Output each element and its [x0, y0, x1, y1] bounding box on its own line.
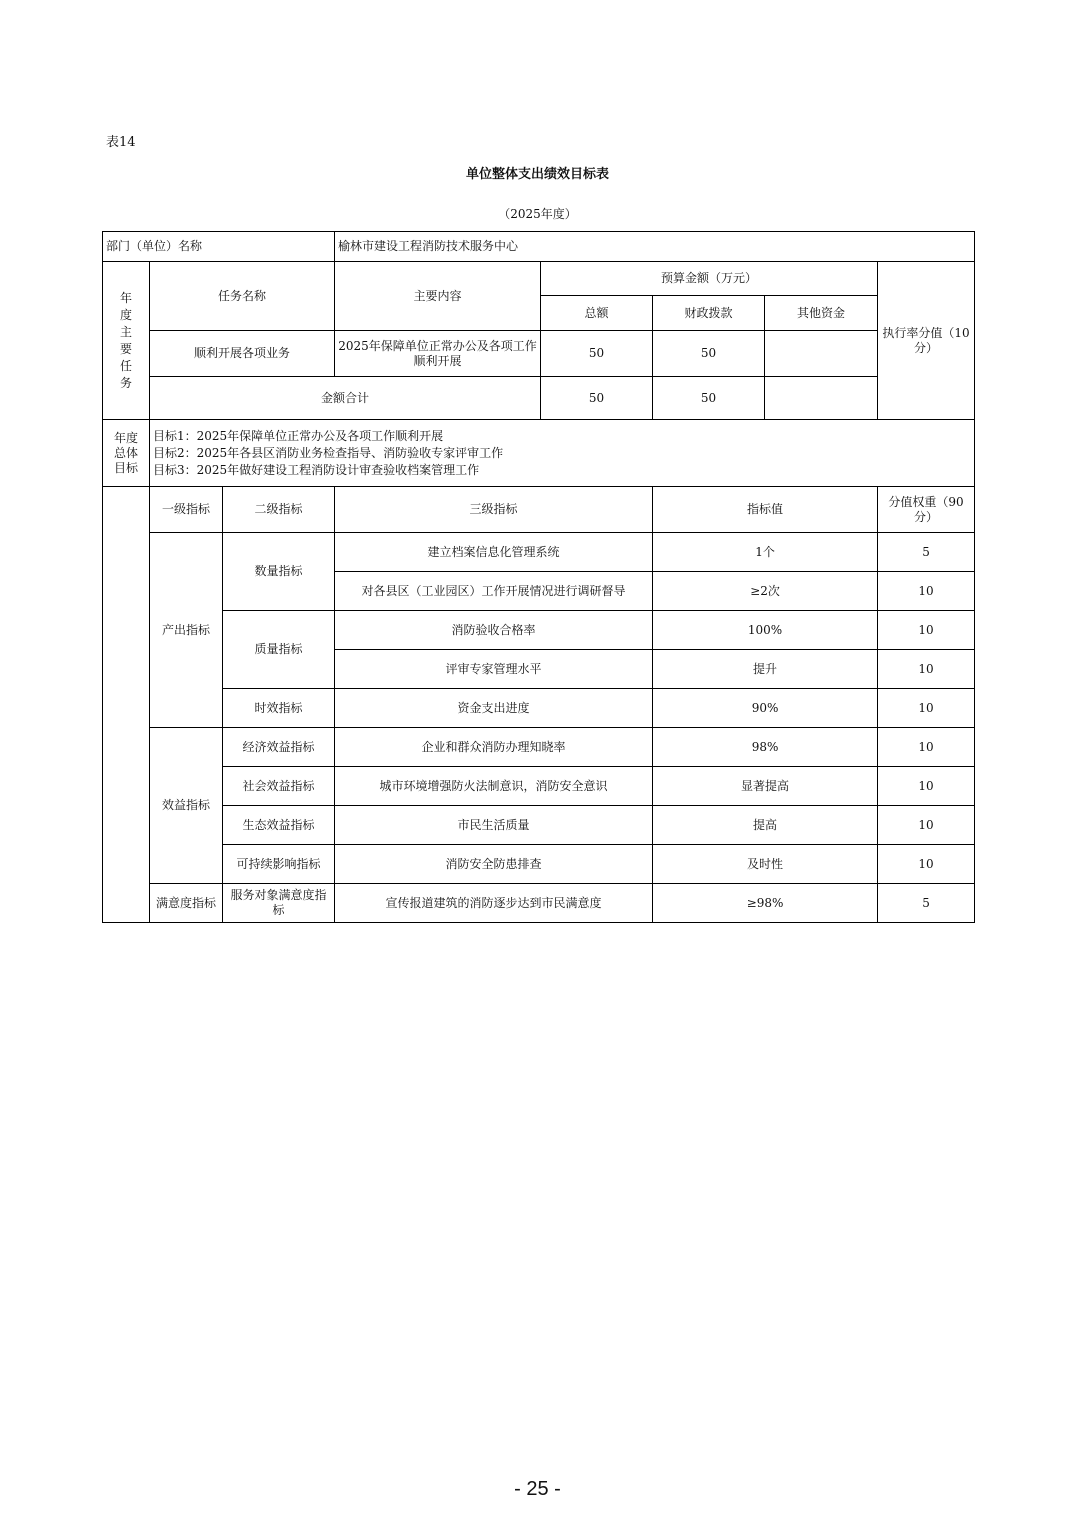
level3-cell: 市民生活质量 [335, 806, 653, 845]
unit-label: 部门（单位）名称 [103, 232, 335, 262]
task-name: 顺利开展各项业务 [150, 331, 335, 377]
weight-header: 分值权重（90分） [878, 487, 975, 533]
task-other [765, 331, 878, 377]
indicator-row [103, 806, 975, 845]
annual-tasks-section [103, 262, 150, 420]
level3-header: 三级指标 [335, 487, 653, 533]
value-cell: 提高 [653, 806, 878, 845]
level3-cell: 资金支出进度 [335, 689, 653, 728]
fiscal-header: 财政拨款 [653, 296, 765, 331]
sum-label: 金额合计 [150, 377, 541, 420]
level3-cell: 消防验收合格率 [335, 611, 653, 650]
goals-row [103, 420, 975, 487]
weight-cell: 10 [878, 650, 975, 689]
other-funds-header: 其他资金 [765, 296, 878, 331]
benefit-indicator-group: 效益指标 [150, 728, 223, 884]
annual-tasks-label: 年度主要任务 [119, 290, 132, 390]
page-number: - 25 - [514, 1478, 561, 1500]
level3-cell: 企业和群众消防办理知晓率 [335, 728, 653, 767]
indicator-row [103, 728, 975, 767]
table-number-label: 表14 [106, 135, 136, 150]
task-fiscal: 50 [653, 331, 765, 377]
task-name-header: 任务名称 [150, 262, 335, 331]
value-cell: 1个 [653, 533, 878, 572]
budget-header: 预算金额（万元） [541, 262, 878, 296]
sustainable-indicator-group: 可持续影响指标 [223, 845, 335, 884]
goal-item: 目标3：2025年做好建设工程消防设计审查验收档案管理工作 [153, 462, 480, 477]
level3-cell: 对各县区（工业园区）工作开展情况进行调研督导 [335, 572, 653, 611]
document-title: 单位整体支出绩效目标表 [465, 167, 609, 182]
service-satisfaction-indicator-group: 服务对象满意度指标 [223, 884, 335, 923]
indicator-row [103, 611, 975, 650]
value-header: 指标值 [653, 487, 878, 533]
weight-cell: 10 [878, 611, 975, 650]
annual-goals-label: 年度总体目标 [113, 430, 138, 475]
unit-value: 榆林市建设工程消防技术服务中心 [335, 232, 975, 262]
quantity-indicator-group: 数量指标 [223, 533, 335, 611]
value-cell: 及时性 [653, 845, 878, 884]
indicator-row [103, 533, 975, 572]
level3-cell: 消防安全防患排查 [335, 845, 653, 884]
annual-goals-content [150, 420, 975, 487]
sum-total: 50 [541, 377, 653, 420]
year-subtitle: （2025年度） [498, 207, 577, 221]
indicator-section-blank [103, 487, 150, 923]
social-indicator-group: 社会效益指标 [223, 767, 335, 806]
ecological-indicator-group: 生态效益指标 [223, 806, 335, 845]
task-total: 50 [541, 331, 653, 377]
value-cell: 98% [653, 728, 878, 767]
quality-indicator-group: 质量指标 [223, 611, 335, 689]
annual-goals-section [103, 420, 150, 487]
level1-header: 一级指标 [150, 487, 223, 533]
value-cell: ≥2次 [653, 572, 878, 611]
indicator-row [103, 884, 975, 923]
exec-rate-header: 执行率分值（10分） [878, 262, 975, 420]
level3-cell: 宣传报道建筑的消防逐步达到市民满意度 [335, 884, 653, 923]
sum-fiscal: 50 [653, 377, 765, 420]
goal-item: 目标2：2025年各县区消防业务检查指导、消防验收专家评审工作 [153, 445, 504, 460]
sum-other [765, 377, 878, 420]
weight-cell: 10 [878, 689, 975, 728]
weight-cell: 10 [878, 845, 975, 884]
value-cell: ≥98% [653, 884, 878, 923]
satisfaction-indicator-group: 满意度指标 [150, 884, 223, 923]
unit-row [103, 232, 975, 262]
indicator-row [103, 845, 975, 884]
output-indicator-group: 产出指标 [150, 533, 223, 728]
value-cell: 90% [653, 689, 878, 728]
weight-cell: 10 [878, 572, 975, 611]
task-header-row [103, 262, 975, 296]
weight-cell: 5 [878, 884, 975, 923]
indicator-row [103, 689, 975, 728]
weight-cell: 10 [878, 728, 975, 767]
performance-target-table [102, 231, 975, 923]
level3-cell: 城市环境增强防火法制意识，消防安全意识 [335, 767, 653, 806]
economic-indicator-group: 经济效益指标 [223, 728, 335, 767]
level3-cell: 建立档案信息化管理系统 [335, 533, 653, 572]
value-cell: 100% [653, 611, 878, 650]
task-sum-row [103, 377, 975, 420]
indicator-row [103, 767, 975, 806]
total-header: 总额 [541, 296, 653, 331]
weight-cell: 10 [878, 767, 975, 806]
value-cell: 提升 [653, 650, 878, 689]
level2-header: 二级指标 [223, 487, 335, 533]
weight-cell: 5 [878, 533, 975, 572]
value-cell: 显著提高 [653, 767, 878, 806]
main-content-header: 主要内容 [335, 262, 541, 331]
task-content: 2025年保障单位正常办公及各项工作顺利开展 [335, 331, 541, 377]
level3-cell: 评审专家管理水平 [335, 650, 653, 689]
indicator-header-row [103, 487, 975, 533]
goal-item: 目标1：2025年保障单位正常办公及各项工作顺利开展 [153, 428, 444, 443]
task-row [103, 331, 975, 377]
timeliness-indicator-group: 时效指标 [223, 689, 335, 728]
weight-cell: 10 [878, 806, 975, 845]
